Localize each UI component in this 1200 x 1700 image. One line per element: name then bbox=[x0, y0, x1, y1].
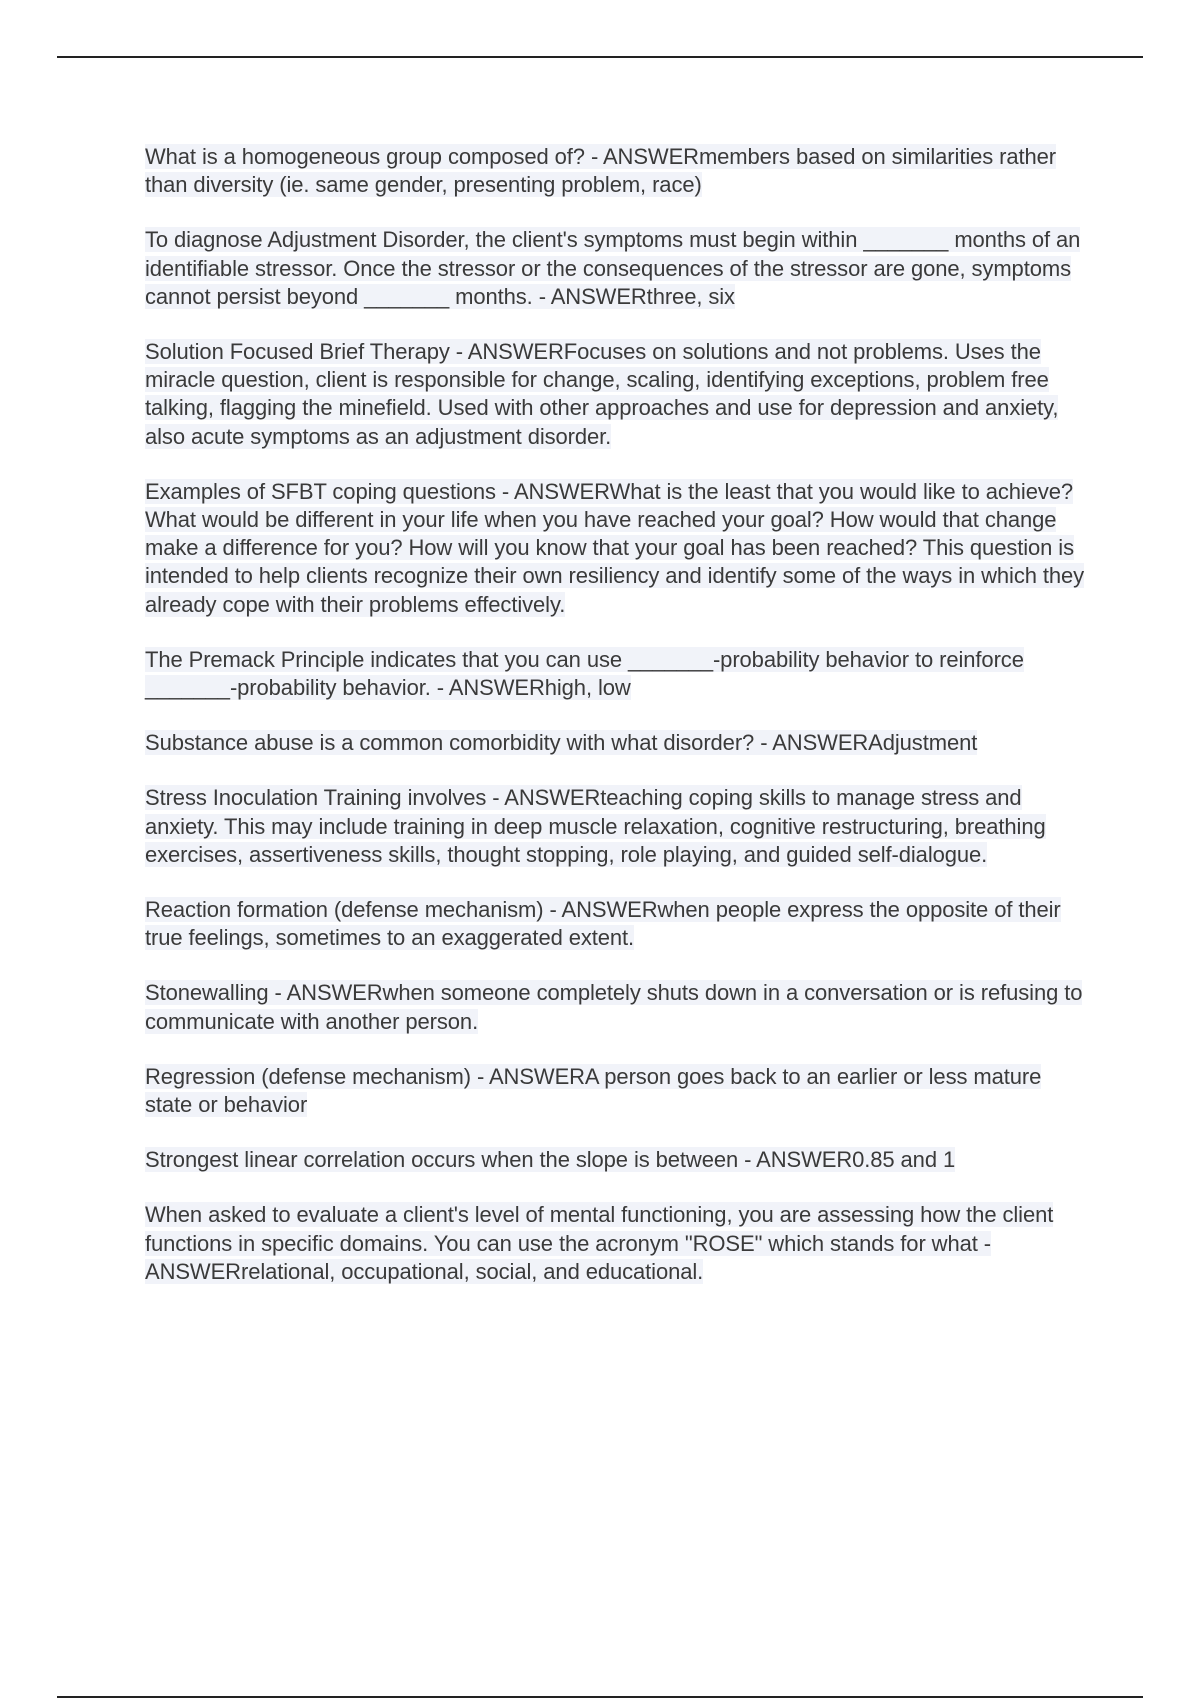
qa-entry-10 bbox=[145, 1063, 1090, 1119]
qa-text: Reaction formation (defense mechanism) - ANSWERwhen people express the opposite of their true feelings, sometimes to an exaggerated extent. bbox=[145, 897, 1061, 951]
qa-entry-7 bbox=[145, 784, 1090, 869]
qa-text: Regression (defense mechanism) - ANSWERA person goes back to an earlier or less mature state or behavior bbox=[145, 1063, 1042, 1118]
qa-text: Solution Focused Brief Therapy - ANSWERFocuses on solutions and not problems. Uses the miracle question, client is responsible for change, scaling, identifying exceptions, problem free talking, flagging the minefield. Used with other approaches and use for depression and anxiety, also acute symptoms as an adjustment disorder. bbox=[145, 339, 1059, 449]
qa-entry-6 bbox=[145, 729, 1090, 757]
qa-entry-2 bbox=[145, 226, 1090, 311]
qa-text: The Premack Principle indicates that you can use _______-probability behavior to reinforce _______-probability behavior. - ANSWERhigh, low bbox=[145, 646, 1024, 701]
qa-entry-3 bbox=[145, 338, 1090, 451]
qa-text: Stress Inoculation Training involves - ANSWERteaching coping skills to manage stress and anxiety. This may include training in deep muscle relaxation, cognitive restructuring, breathing exercises, assertiveness skills, thought stopping, role playing, and guided self-dialogue. bbox=[145, 785, 1046, 867]
qa-entry-12 bbox=[145, 1201, 1090, 1286]
qa-entry-8 bbox=[145, 896, 1090, 952]
qa-text: To diagnose Adjustment Disorder, the client's symptoms must begin within _______ months of an identifiable stressor. Once the stressor or the consequences of the stressor are gone, symptoms cannot persist beyond _______ months. - ANSWERthree, six bbox=[145, 227, 1081, 309]
document-body bbox=[145, 143, 1090, 1313]
qa-entry-4 bbox=[145, 478, 1090, 619]
qa-entry-9 bbox=[145, 979, 1090, 1035]
qa-text: Stonewalling - ANSWERwhen someone completely shuts down in a conversation or is refusing to communicate with another person. bbox=[145, 980, 1083, 1034]
footer-rule bbox=[57, 1696, 1143, 1698]
qa-text: Strongest linear correlation occurs when the slope is between - ANSWER0.85 and 1 bbox=[145, 1147, 956, 1173]
qa-entry-5 bbox=[145, 646, 1090, 702]
qa-text: When asked to evaluate a client's level of mental functioning, you are assessing how the client functions in specific domains. You can use the acronym "ROSE" which stands for what - ANSWERrelational, occupational, social, and educational. bbox=[145, 1202, 1054, 1284]
qa-entry-1 bbox=[145, 143, 1090, 199]
qa-text: Examples of SFBT coping questions - ANSWERWhat is the least that you would like to achieve? What would be different in your life when you have reached your goal? How would that change make a difference for you? How will you know that your goal has been reached? This question is intended to help clients recognize their own resiliency and identify some of the ways in which they already cope with their problems effectively. bbox=[145, 478, 1085, 617]
qa-text: Substance abuse is a common comorbidity with what disorder? - ANSWERAdjustment bbox=[145, 730, 978, 756]
qa-text: What is a homogeneous group composed of? - ANSWERmembers based on similarities rather than diversity (ie. same gender, presenting problem, race) bbox=[145, 144, 1057, 198]
header-rule bbox=[57, 56, 1143, 58]
qa-entry-11 bbox=[145, 1146, 1090, 1174]
